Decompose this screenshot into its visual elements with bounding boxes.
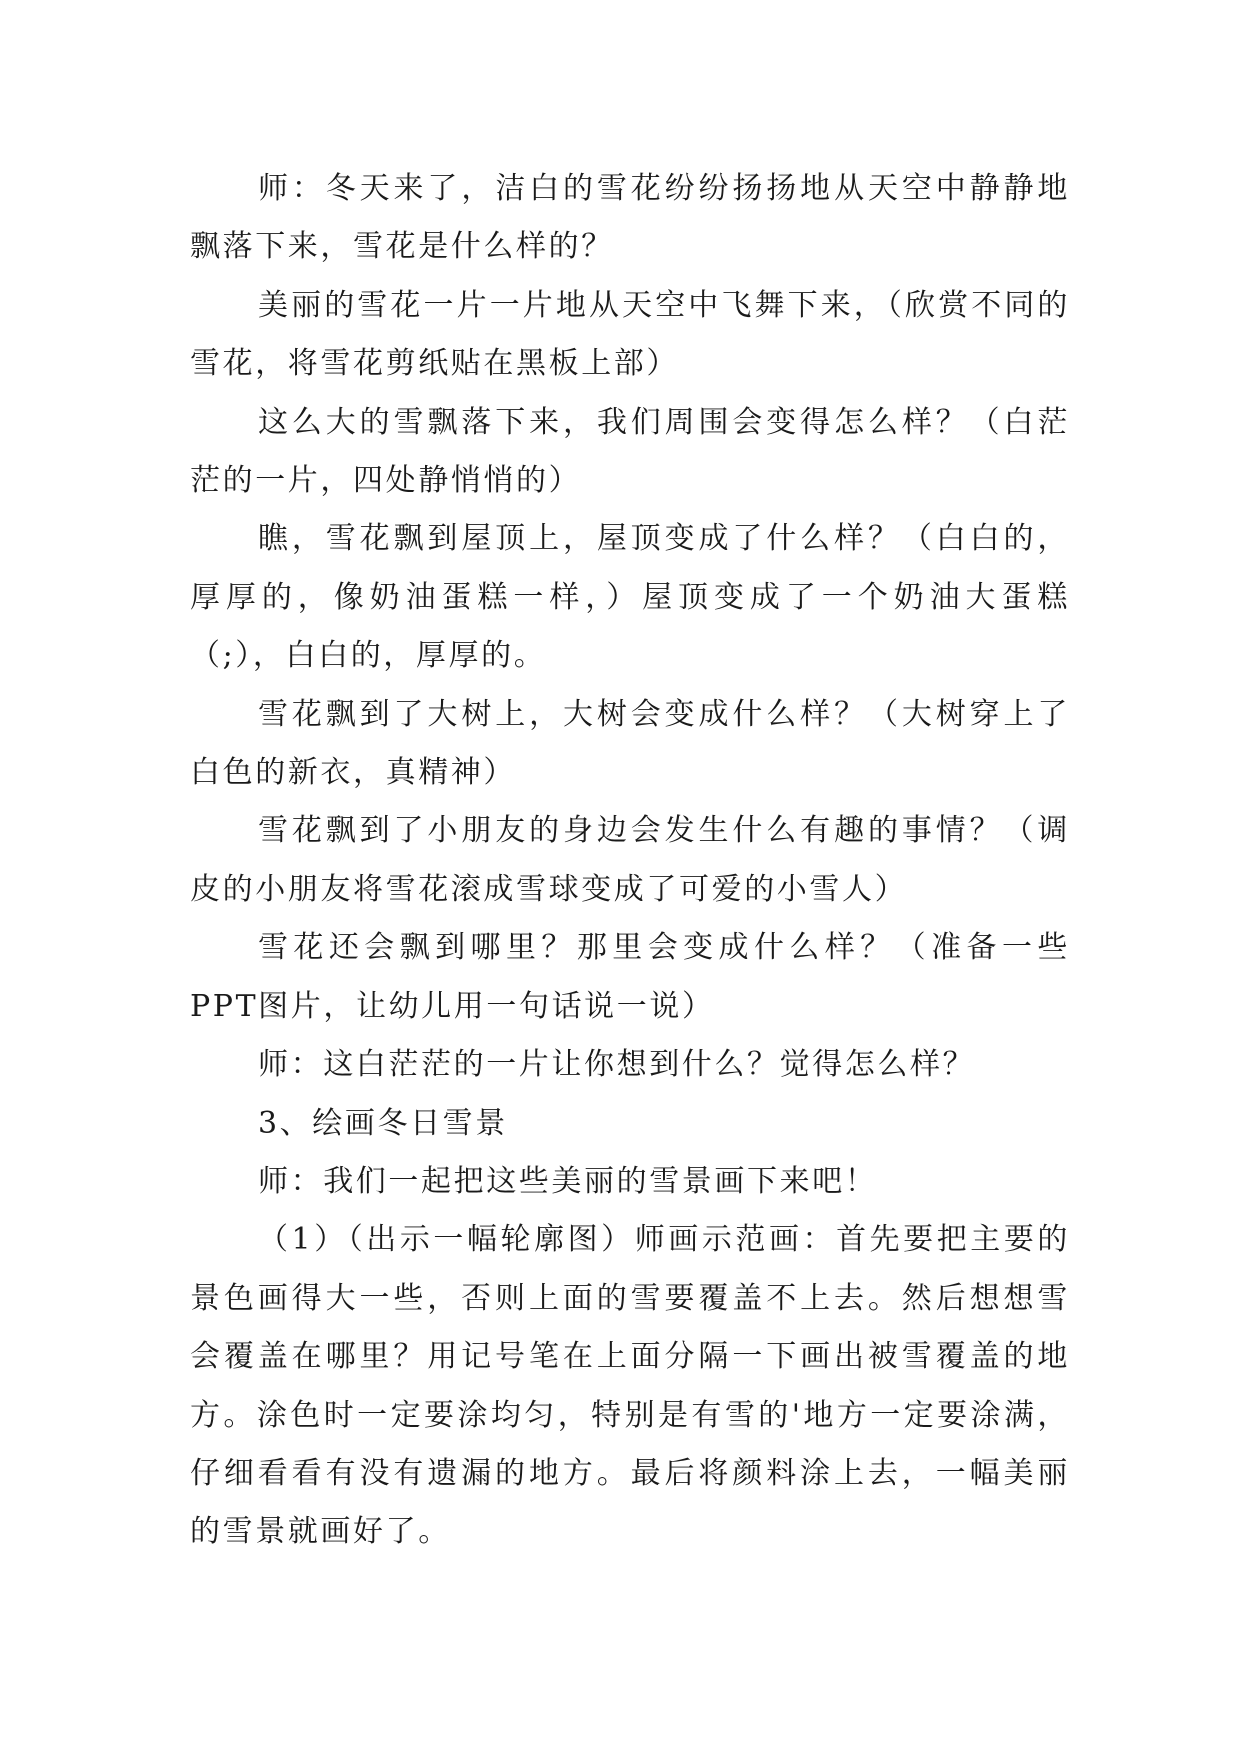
paragraph: 雪花飘到了大树上，大树会变成什么样？（大树穿上了白色的新衣，真精神） [190, 696, 1070, 791]
paragraph: 师：这白茫茫的一片让你想到什么？觉得怎么样？ [258, 1047, 976, 1083]
paragraph: 师：我们一起把这些美丽的雪景画下来吧！ [258, 1163, 878, 1199]
paragraph: 这么大的雪飘落下来，我们周围会变得怎么样？（白茫茫的一片，四处静悄悄的） [190, 404, 1070, 499]
paragraph: 雪花还会飘到哪里？那里会变成什么样？（准备一些PPT图片，让幼儿用一句话说一说） [190, 930, 1070, 1024]
section-heading: 3、绘画冬日雪景 [258, 1105, 508, 1141]
paragraph: 雪花飘到了小朋友的身边会发生什么有趣的事情？（调皮的小朋友将雪花滚成雪球变成了可爱的小雪人） [190, 813, 1070, 907]
paragraph: 瞧，雪花飘到屋顶上，屋顶变成了什么样？（白白的，厚厚的，像奶油蛋糕一样，）屋顶变成了一个奶油大蛋糕（;），白白的，厚厚的。 [190, 521, 1070, 674]
paragraph: 美丽的雪花一片一片地从天空中飞舞下来，（欣赏不同的雪花，将雪花剪纸贴在黑板上部） [190, 287, 1070, 382]
document-body [190, 160, 1070, 1562]
paragraph: 师：冬天来了，洁白的雪花纷纷扬扬地从天空中静静地飘落下来，雪花是什么样的？ [190, 171, 1070, 265]
paragraph: （1）（出示一幅轮廓图）师画示范画：首先要把主要的景色画得大一些，否则上面的雪要覆盖不上去。然后想想雪会覆盖在哪里？用记号笔在上面分隔一下画出被雪覆盖的地方。涂色时一定要涂均匀，特别是有雪的'地方一定要涂满，仔细看看有没有遗漏的地方。最后将颜料涂上去，一幅美丽的雪景就画好了。 [190, 1222, 1070, 1550]
